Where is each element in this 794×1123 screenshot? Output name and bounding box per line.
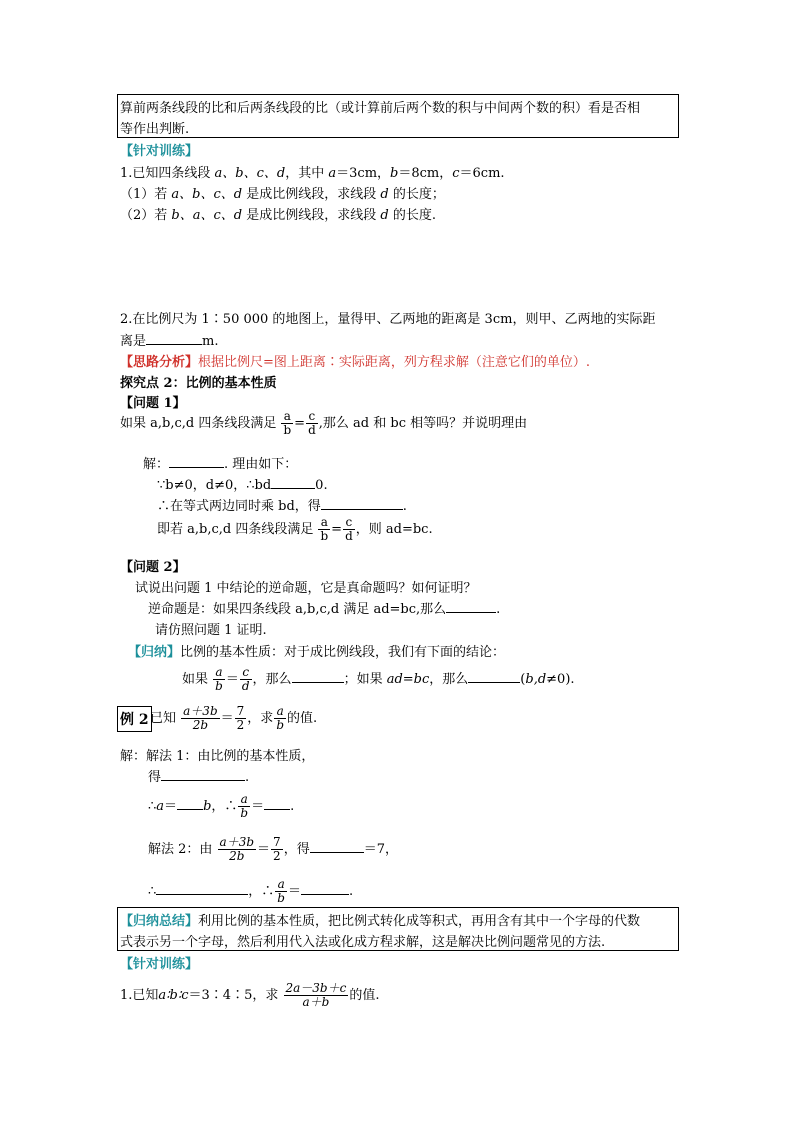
fraction-a3b-over-2b: $\frac{a+3b}{2b}$ [183, 704, 218, 732]
induction: 【归纳】比例的基本性质：对于成比例线段，我们有下面的结论： [128, 645, 506, 660]
answer-blank[interactable] [177, 797, 203, 810]
problem-1-label: 【问题 1】 [120, 396, 186, 411]
fraction-a-over-b: $\frac{a}{b}$ [320, 515, 329, 543]
training-label-2: 【针对训练】 [120, 957, 199, 972]
training-label-1: 【针对训练】 [120, 144, 199, 159]
fraction-a-over-b: $\frac{a}{b}$ [276, 704, 284, 732]
fraction-c-over-d: $\frac{c}{d}$ [241, 665, 250, 693]
answer-blank[interactable] [446, 600, 496, 613]
summary-line-2: 式表示另一个字母，然后利用代入法或化成方程求解，这是解决比例问题常见的方法. [120, 935, 606, 950]
fraction-7-over-2: $\frac{7}{2}$ [273, 835, 281, 863]
answer-blank[interactable] [301, 882, 349, 895]
example-2-get: 得 . [148, 770, 250, 785]
induction-formula: 如果 $\frac{a}{b}$ ＝ $\frac{c}{d}$ ，那么 ；如果 ad=bc，那么 (b,d≠0). [182, 665, 575, 693]
example-2-solution: 解：解法 1：由比例的基本性质， [120, 749, 315, 764]
answer-blank[interactable] [468, 670, 520, 683]
answer-blank[interactable] [321, 497, 403, 510]
problem-1-step-1: ∵b≠0，d≠0，∴bd 0. [157, 478, 328, 493]
fraction-a-over-b: $\frac{a}{b}$ [277, 877, 285, 905]
problem-2-step-1: 逆命题是：如果四条线段 a,b,c,d 满足 ad=bc,那么 . [148, 602, 501, 617]
answer-blank[interactable] [169, 455, 224, 468]
fraction-c-over-d: $\frac{c}{d}$ [345, 515, 353, 543]
analysis: 【思路分析】根据比例尺=图上距离∶实际距离，列方程求解（注意它们的单位）. [120, 355, 591, 370]
fraction-expression: $\frac{2a-3b+c}{a+b}$ [285, 981, 347, 1009]
fraction-a-over-b: $\frac{a}{b}$ [215, 665, 223, 693]
example-2-method-2: 解法 2：由 $\frac{a+3b}{2b}$ ＝ $\frac{7}{2}$ ，得 ＝7， [148, 835, 398, 863]
example-2-label: 例 2 [117, 706, 152, 732]
intro-line-1: 算前两条线段的比和后两条线段的比（或计算前后两个数的积与中间两个数的积）看是否相 [120, 101, 641, 116]
problem-1-question: 如果 a,b,c,d 四条线段满足 $\frac{a}{b}$ = $\frac{c}{d}$ ,那么 ad 和 bc 相等吗？并说明理由 [120, 409, 528, 437]
example-2-question: 已知 $\frac{a+3b}{2b}$ ＝ $\frac{7}{2}$ ，求 $\frac{a}{b}$ 的值. [150, 704, 318, 732]
problem-1-step-3: 即若 a,b,c,d 四条线段满足 $\frac{a}{b}$ = $\frac{c}{d}$ ，则 ad=bc. [157, 515, 433, 543]
training-2-question: 1.已知a∶b∶c＝3∶4∶5，求 $\frac{2a-3b+c}{a+b}$ 的值. [120, 981, 380, 1009]
fraction-a3b-over-2b: $\frac{a+3b}{2b}$ [219, 835, 255, 863]
answer-blank[interactable] [310, 840, 364, 853]
problem-2-question: 试说出问题 1 中结论的逆命题，它是真命题吗？如何证明？ [135, 581, 477, 596]
question-2-line-2: 离是 m. [120, 334, 219, 349]
example-2-therefore-2: ∴ ，∴ $\frac{a}{b}$ ＝ . [148, 877, 354, 905]
answer-blank[interactable] [146, 332, 202, 345]
answer-blank[interactable] [271, 476, 315, 489]
question-2-line-1: 2.在比例尺为 1∶50 000 的地图上，量得甲、乙两地的距离是 3cm，则甲、乙两地的实际距 [120, 312, 656, 327]
summary-line-1: 【归纳总结】利用比例的基本性质，把比例式转化成等积式，再用含有其中一个字母的代数 [120, 914, 641, 929]
question-1-part-1: （1）若 a、b、c、d 是成比例线段，求线段 d 的长度； [120, 187, 445, 202]
answer-blank[interactable] [156, 882, 248, 895]
fraction-a-over-b: $\frac{a}{b}$ [240, 792, 249, 820]
fraction-7-over-2: $\frac{7}{2}$ [236, 704, 245, 732]
fraction-c-over-d: $\frac{c}{d}$ [308, 409, 316, 437]
intro-line-2: 等作出判断. [120, 122, 190, 137]
answer-blank[interactable] [264, 797, 290, 810]
example-2-therefore-1: ∴a＝ b，∴ $\frac{a}{b}$ ＝ . [148, 792, 295, 820]
question-1: 1.已知四条线段 a、b、c、d，其中 a＝3cm，b＝8cm，c＝6cm. [120, 166, 505, 181]
problem-1-answer: 解： . 理由如下： [143, 457, 298, 472]
answer-blank[interactable] [292, 670, 344, 683]
question-1-part-2: （2）若 b、a、c、d 是成比例线段，求线段 d 的长度. [120, 208, 436, 223]
answer-blank[interactable] [161, 768, 245, 781]
fraction-a-over-b: $\frac{a}{b}$ [283, 409, 292, 437]
problem-2-step-2: 请仿照问题 1 证明. [155, 623, 267, 638]
problem-1-step-2: ∴在等式两边同时乘 bd，得 . [157, 499, 407, 514]
problem-2-label: 【问题 2】 [120, 560, 186, 575]
explore-title: 探究点 2：比例的基本性质 [120, 376, 277, 391]
